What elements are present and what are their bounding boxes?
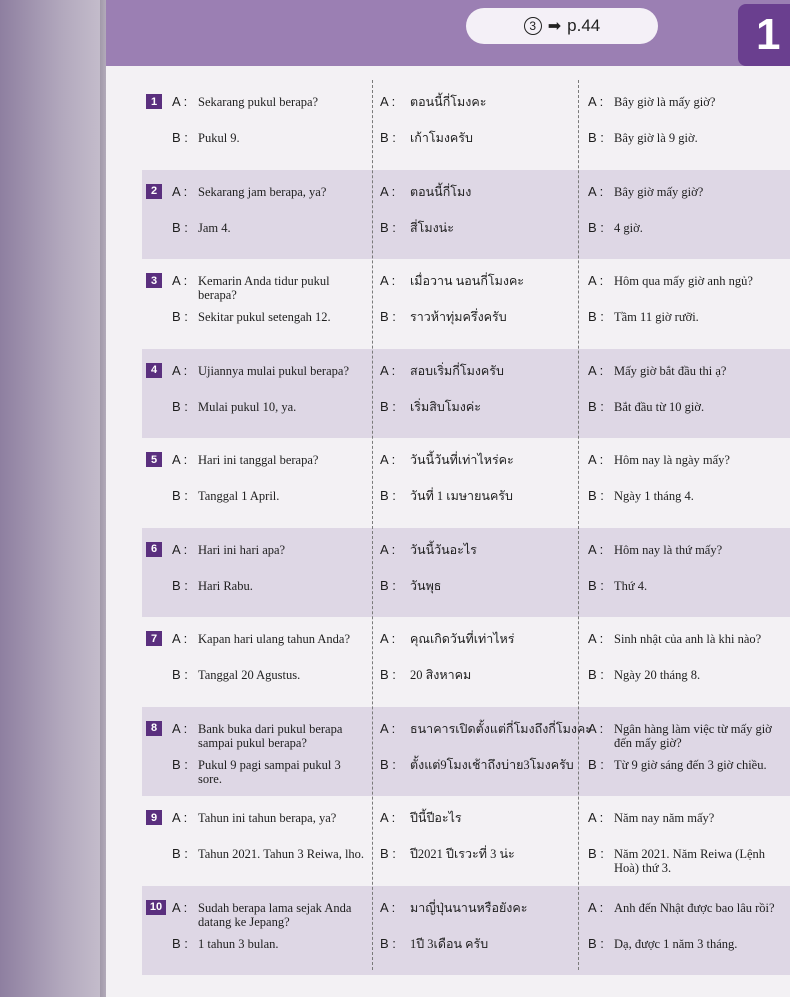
id-line-b: Tahun 2021. Tahun 3 Reiwa, lho. xyxy=(198,847,365,861)
row-number-badge: 3 xyxy=(146,273,162,288)
vi-line-a: Hôm nay là thứ mấy? xyxy=(614,542,723,557)
speaker-label-a: A : xyxy=(380,899,396,915)
th-line-b: สี่โมงน่ะ xyxy=(410,220,454,235)
speaker-label-b: B : xyxy=(380,488,396,503)
id-line-b: Pukul 9 pagi sampai pukul 3 sore. xyxy=(198,757,341,786)
speaker-label-b: B : xyxy=(588,488,604,503)
vi-line-a: Ngân hàng làm việc từ mấy giờ đến mấy giờ? xyxy=(614,721,772,750)
speaker-label-a: A : xyxy=(172,452,188,467)
speaker-label-a: A : xyxy=(380,720,396,736)
vi-line-b: Dạ, được 1 năm 3 tháng. xyxy=(614,936,738,951)
id-line-b: 1 tahun 3 bulan. xyxy=(198,936,279,951)
vi-line-b: 4 giờ. xyxy=(614,220,643,235)
th-line-b: ตั้งแต่9โมงเช้าถึงบ่าย3โมงครับ xyxy=(410,757,574,772)
book-page xyxy=(106,0,790,997)
th-line-b: ราวห้าทุ่มครึ่งครับ xyxy=(410,310,507,324)
vi-line-a: Bây giờ mấy giờ? xyxy=(614,184,704,199)
table-row xyxy=(142,707,790,797)
row-number-badge: 10 xyxy=(146,900,166,915)
speaker-label-b: B : xyxy=(172,488,188,503)
table-row xyxy=(142,796,790,886)
speaker-label-b: B : xyxy=(380,667,396,682)
th-line-a: ตอนนี้กี่โมงคะ xyxy=(410,95,487,109)
speaker-label-a: A : xyxy=(380,183,396,199)
th-line-a: วันนี้วันที่เท่าไหร่คะ xyxy=(410,453,514,467)
row-number-badge: 7 xyxy=(146,631,162,646)
table-row xyxy=(142,438,790,528)
vi-line-b: Từ 9 giờ sáng đến 3 giờ chiều. xyxy=(614,757,767,772)
reference-page: p.44 xyxy=(567,16,601,35)
vi-line-b: Ngày 1 tháng 4. xyxy=(614,489,694,503)
id-line-b: Sekitar pukul setengah 12. xyxy=(198,310,331,324)
th-line-a: วันนี้วันอะไร xyxy=(410,542,477,557)
table-row xyxy=(142,170,790,260)
row-number-badge: 6 xyxy=(146,542,162,557)
vi-line-b: Thứ 4. xyxy=(614,578,648,593)
th-line-b: ปี2021 ปีเรวะที่ 3 น่ะ xyxy=(410,847,515,861)
speaker-label-b: B : xyxy=(588,667,604,682)
vi-line-a: Hôm qua mấy giờ anh ngủ? xyxy=(614,274,753,288)
vi-line-b: Bắt đầu từ 10 giờ. xyxy=(614,399,705,414)
speaker-label-a: A : xyxy=(172,362,188,378)
vi-line-b: Bây giờ là 9 giờ. xyxy=(614,131,698,145)
speaker-label-b: B : xyxy=(380,130,396,145)
table-row xyxy=(142,617,790,707)
chapter-tab: 1 xyxy=(738,4,790,66)
speaker-label-a: A : xyxy=(588,631,604,646)
id-line-b: Tanggal 20 Agustus. xyxy=(198,668,301,682)
speaker-label-b: B : xyxy=(380,935,396,951)
vi-line-a: Sinh nhật của anh là khi nào? xyxy=(614,632,762,646)
row-number-badge: 2 xyxy=(146,184,162,199)
column-divider xyxy=(578,80,579,970)
th-line-b: วันที่ 1 เมษายนครับ xyxy=(410,489,513,503)
id-line-a: Kapan hari ulang tahun Anda? xyxy=(198,632,351,646)
vi-line-b: Tầm 11 giờ rưỡi. xyxy=(614,310,699,324)
speaker-label-b: B : xyxy=(172,309,188,324)
speaker-label-b: B : xyxy=(172,577,188,593)
th-line-b: 1ปี 3เดือน ครับ xyxy=(410,936,489,951)
speaker-label-a: A : xyxy=(588,452,604,467)
vi-line-a: Anh đến Nhật được bao lâu rồi? xyxy=(614,900,775,915)
id-line-a: Tahun ini tahun berapa, ya? xyxy=(198,811,337,825)
page-reference-pill xyxy=(466,8,658,44)
speaker-label-a: A : xyxy=(172,183,188,199)
id-line-b: Tanggal 1 April. xyxy=(198,489,280,503)
speaker-label-a: A : xyxy=(588,273,604,288)
th-line-a: ตอนนี้กี่โมง xyxy=(410,184,472,199)
speaker-label-a: A : xyxy=(172,541,188,557)
id-line-b: Jam 4. xyxy=(198,220,231,235)
speaker-label-a: A : xyxy=(380,631,396,646)
speaker-label-b: B : xyxy=(380,577,396,593)
vi-line-b: Ngày 20 tháng 8. xyxy=(614,668,701,682)
speaker-label-a: A : xyxy=(172,273,188,288)
th-line-b: วันพุธ xyxy=(410,578,442,593)
column-divider xyxy=(372,80,373,970)
arrow-right-icon: ➡ xyxy=(547,18,562,35)
reference-number: 3 xyxy=(524,17,542,35)
speaker-label-b: B : xyxy=(588,577,604,593)
th-line-a: คุณเกิดวันที่เท่าไหร่ xyxy=(410,632,515,646)
speaker-label-b: B : xyxy=(172,398,188,414)
speaker-label-b: B : xyxy=(172,756,188,772)
speaker-label-b: B : xyxy=(172,846,188,861)
speaker-label-a: A : xyxy=(172,631,188,646)
speaker-label-b: B : xyxy=(588,935,604,951)
speaker-label-a: A : xyxy=(588,94,604,109)
left-page-edge xyxy=(0,0,112,997)
vi-line-a: Bây giờ là mấy giờ? xyxy=(614,95,716,109)
speaker-label-a: A : xyxy=(172,720,188,736)
id-line-b: Hari Rabu. xyxy=(198,578,253,593)
vi-line-b: Năm 2021. Năm Reiwa (Lệnh Hoà) thứ 3. xyxy=(614,847,766,875)
id-line-b: Pukul 9. xyxy=(198,131,240,145)
speaker-label-b: B : xyxy=(172,667,188,682)
id-line-a: Hari ini tanggal berapa? xyxy=(198,453,319,467)
speaker-label-a: A : xyxy=(588,810,604,825)
speaker-label-b: B : xyxy=(588,309,604,324)
speaker-label-b: B : xyxy=(172,935,188,951)
speaker-label-b: B : xyxy=(172,130,188,145)
speaker-label-b: B : xyxy=(588,846,604,861)
speaker-label-a: A : xyxy=(380,94,396,109)
row-number-badge: 5 xyxy=(146,452,162,467)
id-line-a: Kemarin Anda tidur pukul berapa? xyxy=(198,274,330,302)
speaker-label-b: B : xyxy=(172,219,188,235)
vi-line-a: Hôm nay là ngày mấy? xyxy=(614,453,730,467)
vi-line-a: Năm nay năm mấy? xyxy=(614,811,715,825)
row-number-badge: 1 xyxy=(146,94,162,109)
id-line-a: Sudah berapa lama sejak Anda datang ke Jepang? xyxy=(198,900,352,929)
row-number-badge: 4 xyxy=(146,363,162,378)
vi-line-a: Mấy giờ bắt đầu thi ạ? xyxy=(614,363,727,378)
speaker-label-a: A : xyxy=(172,899,188,915)
th-line-a: สอบเริ่มกี่โมงครับ xyxy=(410,363,504,378)
th-line-b: เก้าโมงครับ xyxy=(410,131,473,145)
table-row xyxy=(142,80,790,170)
speaker-label-a: A : xyxy=(380,810,396,825)
speaker-label-b: B : xyxy=(588,219,604,235)
speaker-label-b: B : xyxy=(588,756,604,772)
speaker-label-b: B : xyxy=(588,130,604,145)
row-number-badge: 8 xyxy=(146,721,162,736)
speaker-label-a: A : xyxy=(172,810,188,825)
speaker-label-a: A : xyxy=(588,362,604,378)
speaker-label-a: A : xyxy=(588,541,604,557)
th-line-a: ปีนี้ปีอะไร xyxy=(410,811,462,825)
speaker-label-a: A : xyxy=(588,899,604,915)
speaker-label-b: B : xyxy=(380,219,396,235)
row-number-badge: 9 xyxy=(146,810,162,825)
id-line-b: Mulai pukul 10, ya. xyxy=(198,399,297,414)
id-line-a: Bank buka dari pukul berapa sampai pukul berapa? xyxy=(198,721,343,750)
table-row xyxy=(142,886,790,976)
speaker-label-b: B : xyxy=(380,398,396,414)
speaker-label-a: A : xyxy=(380,452,396,467)
table-row xyxy=(142,528,790,618)
speaker-label-a: A : xyxy=(588,720,604,736)
speaker-label-a: A : xyxy=(172,94,188,109)
id-line-a: Ujiannya mulai pukul berapa? xyxy=(198,363,349,378)
th-line-a: เมื่อวาน นอนกี่โมงคะ xyxy=(410,274,525,288)
speaker-label-b: B : xyxy=(380,846,396,861)
id-line-a: Hari ini hari apa? xyxy=(198,542,286,557)
speaker-label-b: B : xyxy=(588,398,604,414)
th-line-a: มาญี่ปุ่นนานหรือยังคะ xyxy=(410,900,528,915)
speaker-label-a: A : xyxy=(588,183,604,199)
speaker-label-a: A : xyxy=(380,541,396,557)
speaker-label-b: B : xyxy=(380,309,396,324)
th-line-b: 20 สิงหาคม xyxy=(410,668,472,682)
speaker-label-a: A : xyxy=(380,273,396,288)
table-row xyxy=(142,259,790,349)
page-header-band xyxy=(106,0,790,66)
th-line-a: ธนาคารเปิดตั้งแต่กี่โมงถึงกี่โมงคะ xyxy=(410,721,593,736)
id-line-a: Sekarang pukul berapa? xyxy=(198,95,319,109)
table-row xyxy=(142,349,790,439)
speaker-label-a: A : xyxy=(380,362,396,378)
id-line-a: Sekarang jam berapa, ya? xyxy=(198,184,327,199)
dialogue-table xyxy=(142,80,790,975)
th-line-b: เริ่มสิบโมงค่ะ xyxy=(410,399,481,414)
speaker-label-b: B : xyxy=(380,756,396,772)
